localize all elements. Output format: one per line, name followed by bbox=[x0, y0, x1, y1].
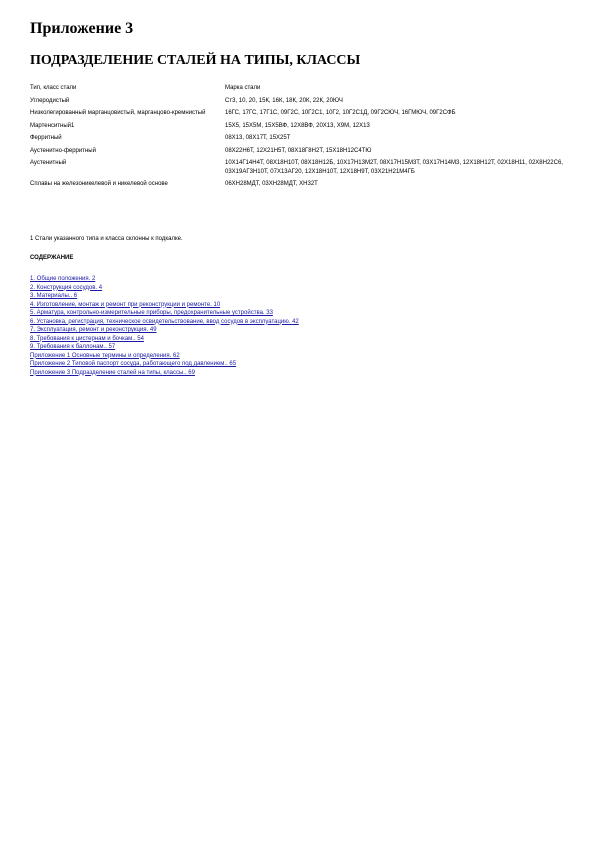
steel-type-cell: Аустенитно-ферритный bbox=[30, 147, 96, 154]
footnote: 1 Стали указанного типа и класса склонны к подкалке. bbox=[30, 236, 183, 242]
toc-item bbox=[30, 318, 299, 327]
steel-types-table bbox=[30, 84, 570, 193]
toc-link[interactable]: Приложение 2 Типовой паспорт сосуда, работающего под давлением.. 65 bbox=[30, 361, 237, 367]
toc-item bbox=[30, 369, 299, 378]
toc-item bbox=[30, 284, 299, 293]
table-row bbox=[30, 147, 570, 160]
steel-grade-cell: 06ХН28МДТ, 03ХН28МДТ, ХН32Т bbox=[225, 181, 318, 187]
table-row bbox=[30, 134, 570, 147]
table-header-type: Тип, класс стали bbox=[30, 85, 77, 91]
toc-link[interactable]: 6. Установка, регистрация, техническое освидетельствование, ввод сосудов в эксплуатацию. 42 bbox=[30, 318, 299, 325]
toc-item bbox=[30, 360, 299, 369]
table-row bbox=[30, 159, 570, 180]
steel-grade-cell: 08Х22Н6Т, 12Х21Н5Т, 08Х18Г8Н2Т, 15Х18Н12С4ТЮ bbox=[225, 147, 372, 154]
toc-link[interactable]: 7. Эксплуатация, ремонт и реконструкция. 49 bbox=[30, 327, 157, 333]
table-header-row bbox=[30, 84, 570, 97]
toc-item bbox=[30, 292, 299, 301]
toc-item bbox=[30, 343, 299, 352]
steel-type-cell: Мартенситный1 bbox=[30, 122, 75, 129]
toc-link[interactable]: 3. Материалы.. 6 bbox=[30, 293, 78, 299]
steel-type-cell: Углеродистый bbox=[30, 97, 70, 104]
steel-type-cell: Ферритный bbox=[30, 135, 62, 141]
table-header-grade: Марка стали bbox=[225, 85, 261, 91]
steel-type-cell: Низколегированный марганцовистый, марганцово-кремнистый bbox=[30, 110, 206, 116]
toc-item bbox=[30, 275, 299, 284]
toc-item bbox=[30, 335, 299, 344]
table-row bbox=[30, 180, 570, 193]
table-row bbox=[30, 97, 570, 110]
toc-link[interactable]: 5. Арматура, контрольно-измерительные приборы, предохранительные устройства. 33 bbox=[30, 310, 273, 316]
steel-type-cell: Аустенитный bbox=[30, 160, 67, 166]
toc-link[interactable]: Приложение 1 Основные термины и определения. 62 bbox=[30, 352, 180, 359]
steel-grade-cell: Ст3, 10, 20, 15К, 16К, 18К, 20К, 22К, 20ЮЧ bbox=[225, 97, 343, 104]
toc-link[interactable]: 8. Требования к цистернам и бочкам.. 54 bbox=[30, 335, 144, 342]
toc-item bbox=[30, 309, 299, 318]
toc-link[interactable]: 2. Конструкция сосудов. 4 bbox=[30, 284, 103, 291]
toc-link[interactable]: 9. Требования к баллонам.. 57 bbox=[30, 344, 116, 350]
steel-grade-cell: 08Х13, 08Х17Т, 15Х25Т bbox=[225, 135, 291, 141]
toc-item bbox=[30, 326, 299, 335]
toc-link[interactable]: Приложение 3 Подразделение сталей на типы, классы.. 69 bbox=[30, 369, 195, 376]
appendix-heading: Приложение 3 bbox=[30, 20, 134, 37]
steel-grade-cell: 15Х5, 15Х5М, 15Х5ВФ, 12Х8ВФ, 20Х13, Х9М, 12Х13 bbox=[225, 122, 370, 129]
toc-item bbox=[30, 301, 299, 310]
steel-type-cell: Сплавы на железоникелевой и никелевой основе bbox=[30, 181, 168, 187]
toc-link[interactable]: 4. Изготовление, монтаж и ремонт при реконструкции и ремонте. 10 bbox=[30, 301, 221, 308]
steel-grade-cell: 16ГС, 17ГС, 17Г1С, 09Г2С, 10Г2С1, 10Г2, 10Г2С1Д, 09Г2СЮЧ, 16ГМЮЧ, 09Г2СФБ bbox=[225, 110, 456, 116]
steel-grade-cell: 10Х14Г14Н4Т, 08Х18Н10Т, 08Х18Н12Б, 10Х17Н13М2Т, 08Х17Н15М3Т, 03Х17Н14М3, 12Х18Н12Т, 02Х18Н11, 02Х8Н22С6, 03Х19АГ3Н10Т, 07Х13АГ20, 12Х18Н10Т, 12Х18Н9Т, 03Х21Н21М4ГБ bbox=[225, 160, 563, 175]
table-of-contents bbox=[30, 275, 299, 377]
toc-item bbox=[30, 352, 299, 361]
table-row bbox=[30, 122, 570, 135]
toc-link[interactable]: 1. Общие положения. 2 bbox=[30, 276, 96, 282]
table-row bbox=[30, 109, 570, 122]
toc-title: СОДЕРЖАНИЕ bbox=[30, 255, 74, 261]
page-title: ПОДРАЗДЕЛЕНИЕ СТАЛЕЙ НА ТИПЫ, КЛАССЫ bbox=[30, 53, 361, 68]
